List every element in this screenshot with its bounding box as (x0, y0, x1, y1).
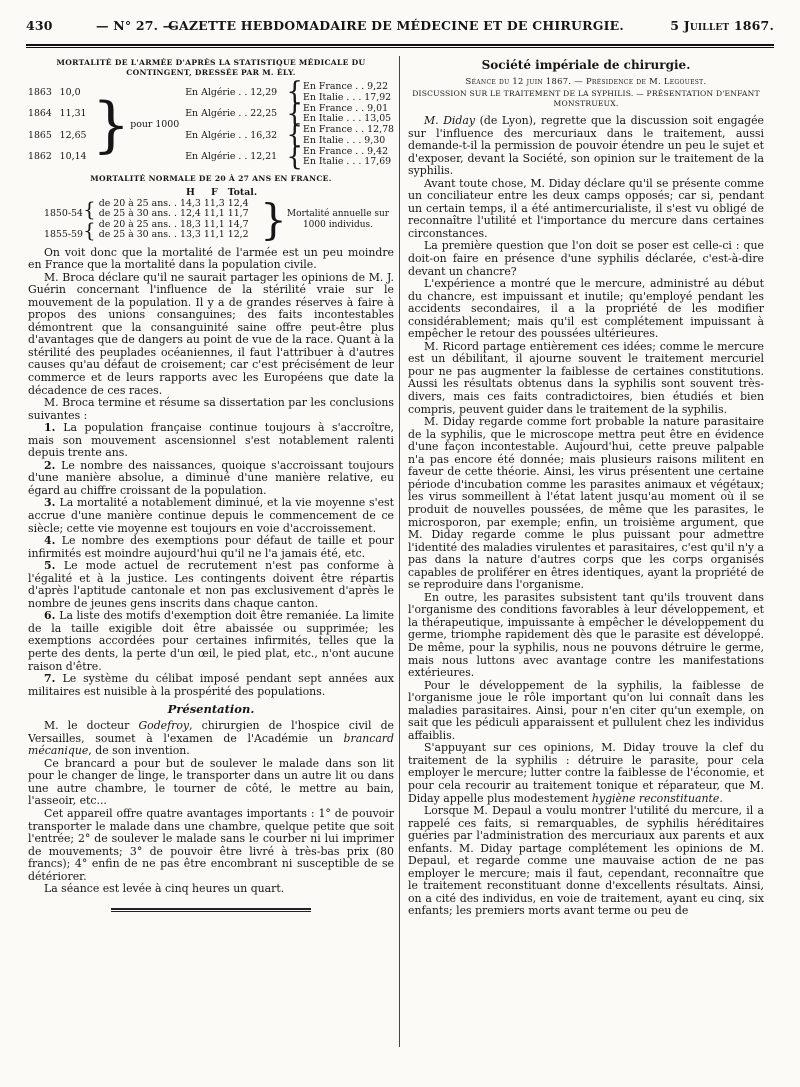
list-number: 5. (44, 559, 64, 573)
algeria-cell: En Algérie . . 16,32 (185, 129, 278, 141)
list-number: 1. (44, 421, 64, 435)
conclusions-list (28, 422, 394, 698)
note-text (287, 209, 389, 231)
note-line: 1000 individus. (302, 219, 374, 230)
paragraph (28, 720, 394, 758)
list-item (28, 535, 394, 560)
paragraph: La première question que l'on doit se poser est celle-ci : que doit-on faire en présence d'une syphilis déclarée, c'est-à-dire devant un chancre? (408, 239, 764, 278)
female-cell: 11,3 (203, 197, 225, 209)
table1-title: MORTALITÉ DE L'ARMÉE D'APRÈS LA STATISTIQUE MÉDICALE DU CONTINGENT, DRESSÉE PAR M. ÉLY. (56, 58, 366, 77)
list-text: Le système du célibat imposé pendant sept années aux militaires est nuisible à la prospérité des populations. (28, 672, 394, 698)
list-text: Le nombre des exemptions pour défaut de taille et pour infirmités est moindre aujourd'hui qu'il ne l'a jamais été, etc. (28, 534, 394, 560)
paragraph: Avant toute chose, M. Diday déclare qu'il se présente comme un conciliateur entre les deux camps opposés; car si, pendant un certain temps, il a été antimercurialiste, il s'est vu obligé de reconnaître l'utilité et l'importance du mercure dans certaines circonstances. (408, 176, 764, 240)
italy-value: En Italie . . . 9,30 (302, 134, 386, 146)
france-italy-cell (303, 104, 394, 126)
list-item (28, 460, 394, 498)
running-head (26, 18, 774, 40)
italy-value: En Italie . . . 17,69 (302, 156, 392, 168)
header-rule (26, 44, 774, 48)
italy-value: En Italie . . . 17,92 (302, 91, 392, 103)
person-name: M. Diday (424, 114, 476, 127)
text-run: , de son invention. (88, 744, 190, 758)
paragraph: Cet appareil offre quatre avantages importants : 1° de pouvoir transporter le malade dans une chambre, quelque petite que soit l'entrée; 2° de soulever le malade sans le courber ni lui imprimer de mouvements; 3° de pouvoir être livré à très-bas prix (80 francs); 4° enfin de ne pas être encombrant ni susceptible de se détériorer. (28, 807, 394, 883)
age-cell: de 25 à 30 ans. . (98, 208, 177, 219)
age-cell: de 20 à 25 ans. . (98, 197, 177, 209)
table-row (28, 104, 394, 126)
year-cell: 1864 (28, 108, 52, 119)
paragraph: M. Ricord partage entièrement ces idées; comme le mercure est un débilitant, il ajourne souvent le traitement mercuriel pour ne pas augmenter la faiblesse de certaines constitutions. Aussi les résultats obtenus dans la syphilis sont souvent très-divers, mais ces faits contradictoires, bien étudiés et bien compris, peuvent guider dans le traitement de la syphilis. (408, 339, 764, 416)
table-header-row (44, 188, 392, 199)
list-text: La liste des motifs d'exemption doit être remaniée. La limite de la taille exigible doit être abaissée ou supprimée; les exemptions accordées pour certaines infirmités, telles que la perte des dents, la perte d'un œil, le pied plat, etc., n'ont aucune raison d'être. (28, 609, 394, 673)
female-cell: 11,1 (203, 229, 225, 240)
brace-icon: } (260, 194, 287, 244)
paragraph: M. Broca termine et résume sa dissertation par les conclusions suivantes : (28, 396, 394, 422)
army-mortality-table (28, 77, 394, 172)
paragraph: Lorsque M. Depaul a voulu montrer l'utilité du mercure, il a rappelé ces faits, si remarquables, de syphilis héréditaires guéries par l'administration des mercuriaux aux parents et aux enfants. M. Diday partage complétement les opinions de M. Depaul, et regarde comme une mauvaise action de ne pas employer le mercure; mais il faut, cependant, reconnaître que le traitement reconstituant donne d'excellents résultats. Ainsi, on a cité des individus, en voie de traitement, ayant eu cinq, six enfants; les premiers morts avant terme ou peu de (408, 804, 764, 918)
total-cell: 11,7 (227, 208, 249, 219)
period-label: 1850-54 (44, 207, 83, 219)
male-cell: 18,3 (180, 218, 201, 230)
total-cell: 14,7 (227, 218, 249, 230)
total-cell: 12,2 (227, 229, 249, 240)
year-cell: 1862 (28, 151, 52, 162)
column-header: H (186, 187, 195, 198)
period-cell (44, 196, 99, 221)
algeria-cell: En Algérie . . 12,21 (185, 151, 278, 162)
brace-icon: } (92, 90, 131, 160)
france-italy-cell (303, 82, 394, 104)
list-text: La population française continue toujours à s'accroître, mais son mouvement ascensionnel s'est notablement ralenti depuis trente ans. (28, 421, 394, 460)
value-cell: 10,0 (59, 86, 81, 98)
column-divider (399, 56, 400, 1047)
brace-group (92, 90, 180, 160)
session-subject: DISCUSSION SUR LE TRAITEMENT DE LA SYPHILIS. — PRÉSENTATION D'ENFANT MONSTRUEUX. (412, 89, 760, 108)
list-text: Le nombre des naissances, quoique s'accroissant toujours d'une manière absolue, a diminué d'une manière relative, eu égard au chiffre croissant de la population. (28, 458, 394, 497)
text-run: . (719, 791, 723, 805)
value-cell: 11,31 (59, 108, 87, 119)
table-row (28, 147, 394, 169)
page-number: 430 (26, 18, 53, 33)
age-cell: de 20 à 25 ans. . (98, 218, 177, 230)
table-row (28, 82, 394, 104)
column-header: F (210, 187, 218, 198)
brace-icon: { (82, 196, 96, 221)
france-value: En France . . 9,01 (302, 102, 389, 114)
age-cell: de 25 à 30 ans. . (98, 229, 177, 240)
society-title: Société impériale de chirurgie. (481, 58, 691, 72)
paragraph: L'expérience a montré que le mercure, administré au début du chancre, est impuissant et inutile; qu'employé pendant les accidents secondaires, il a la propriété de les modifier considérablement; mais qu'il est complétement impuissant à empêcher le retour des poussées ultérieures. (408, 277, 764, 341)
list-item (28, 610, 394, 673)
brace-icon: { (286, 141, 303, 172)
paragraph: On voit donc que la mortalité de l'armée est un peu moindre en France que la mortalité dans la population civile. (28, 245, 394, 272)
journal-title: GAZETTE HEBDOMADAIRE DE MÉDECINE ET DE CHIRURGIE. (168, 18, 624, 33)
header-spacer (99, 188, 180, 199)
table-row (28, 125, 394, 147)
female-cell: 11,1 (203, 218, 225, 230)
list-item (28, 497, 394, 535)
person-name: Godefroy (138, 719, 190, 733)
brace-icon: { (286, 77, 303, 107)
session-line: Séance du 12 juin 1867. — Présidence de M. Legouest. (465, 76, 707, 86)
list-text: Le mode actuel de recrutement n'est pas conforme à l'égalité et à la justice. Les contingents doivent être répartis d'après l'aptitude cantonale et non pas exclusivement d'après le nombre de jeunes gens inscrits dans chaque canton. (28, 559, 394, 610)
section-title: Présentation. (167, 702, 255, 717)
paragraph (408, 115, 764, 178)
period-label: 1855-59 (44, 228, 83, 240)
list-number: 2. (44, 458, 62, 472)
value-cell: 12,65 (59, 129, 87, 141)
paragraph: En outre, les parasites subsistent tant qu'ils trouvent dans l'organisme des conditions favorables à leur développement, et la thérapeutique, impuissante à empêcher le développement du germe, triomphe rapidement dès que le parasite est développé. De même, pour la syphilis, nous ne pouvons détruire le germe, mais nous luttons avec avantage contre les manifestations extérieures. (408, 590, 764, 680)
paragraph: La séance est levée à cinq heures un quart. (44, 882, 285, 896)
list-text: La mortalité a notablement diminué, et la vie moyenne s'est accrue d'une manière continue depuis le commencement de ce siècle; cette vie moyenne est toujours en voie d'accroissement. (28, 496, 394, 535)
left-column (28, 56, 394, 1067)
text-run: (de Lyon), regrette que la discussion soit engagée sur l'influence des mercuriaux dans le traitement, aussi demande-t-il la permission de pouvoir étendre un peu le sujet et d'exposer, devant la Société, son opinion sur le traitement de la syphilis. (408, 114, 764, 178)
france-italy-cell (303, 125, 394, 147)
female-cell: 11,1 (203, 208, 225, 219)
brace-icon: { (286, 98, 303, 129)
normal-mortality-table (44, 187, 392, 244)
note-line: Mortalité annuelle sur (286, 208, 390, 219)
paragraph: M. Diday regarde comme fort probable la nature parasitaire de la syphilis, que le microscope mettra peut être en évidence d'une façon incontestable. Aujourd'hui, cette preuve palpable n'a pas encore été donnée; mais plusieurs raisons militent en faveur de cette théorie. Ainsi, les virus présentent une certaine période d'incubation comme les parasites animaux et végétaux; les virus sommeillent à l'état latent jusqu'au moment où il se produit de nouvelles poussées, de même que les parasites, le microsporon, par exemple; enfin, un troisième argument, que M. Diday regarde comme le plus puissant pour admettre l'identité des maladies virulentes et parasitaires, c'est qu'il n'y a pas dans la nature d'autres corps que les corps organisés capables de proliférer en êtres identiques, ayant la propriété de se reproduire dans l'organisme. (408, 415, 764, 592)
brace-cell (286, 141, 303, 172)
table2-title: MORTALITÉ NORMALE DE 20 À 27 ANS EN FRANCE. (90, 174, 332, 183)
list-item (28, 673, 394, 698)
france-value: En France . . 9,22 (302, 81, 389, 93)
year-cell: 1865 (28, 129, 52, 141)
total-cell: 12,4 (227, 197, 249, 209)
algeria-cell: En Algérie . . 12,29 (185, 86, 278, 98)
france-value: En France . . 12,78 (302, 124, 394, 136)
brace-icon: { (82, 217, 96, 242)
end-rule (111, 908, 311, 912)
italy-value: En Italie . . . 13,05 (302, 113, 392, 125)
paragraph (408, 742, 764, 805)
brace-icon: { (286, 120, 303, 150)
paragraph: Ce brancard a pour but de soulever le malade dans son lit pour le changer de linge, le transporter dans un autre lit ou dans une autre chambre, le tourner de côté, le mettre au bain, l'asseoir, etc... (28, 756, 394, 808)
per-thousand-label: pour 1000 (130, 118, 180, 130)
note-group (260, 194, 390, 244)
period-cell (44, 217, 99, 242)
list-item (28, 422, 394, 460)
france-italy-cell (303, 147, 394, 169)
emphasis: hygiène reconstituante (591, 791, 720, 805)
male-cell: 12,4 (180, 208, 201, 219)
list-item (28, 560, 394, 610)
list-number: 3. (44, 496, 60, 510)
issue-date: 5 Juillet 1867. (670, 18, 774, 33)
issue-number: — N° 27. — (96, 18, 176, 33)
list-number: 4. (44, 534, 62, 548)
column-header: Total. (227, 187, 258, 198)
text-run: M. le docteur (44, 719, 139, 733)
list-number: 6. (44, 609, 60, 623)
year-cell: 1863 (28, 86, 52, 98)
france-value: En France . . 9,42 (302, 145, 389, 157)
note-cell (260, 194, 392, 244)
emphasis: brancard mécanique (28, 731, 394, 758)
text-run: , chirurgien de l'hospice civil de Versailles, soumet à l'examen de l'Académie un (28, 719, 394, 745)
paragraph: Pour le développement de la syphilis, la faiblesse de l'organisme joue le rôle important qu'on lui connaît dans les maladies parasitaires. Ainsi, pour n'en citer qu'un exemple, on sait que les pédiculi apparaissent et pullulent chez les individus affaiblis. (408, 678, 764, 742)
algeria-cell: En Algérie . . 22,25 (185, 108, 278, 119)
value-cell: 10,14 (59, 151, 87, 162)
paragraph: M. Broca déclare qu'il ne saurait partager les opinions de M. J. Guérin concernant l'influence de la stérilité vraie sur le mouvement de la population. Il y a de grandes réserves à faire à propos des unions consanguines; des faits incontestables démontrent que la consanguinité saine offre peut-être plus d'avantages que de dangers au point de vue de la race. Quant à la stérilité des peuplades océaniennes, il faut l'attribuer à d'autres causes qu'au défaut de croisement; car c'est précisément de leur commerce et de leurs rapports avec les Européens que date la décadence de ces races. (28, 270, 394, 397)
text-run: S'appuyant sur ces opinions, M. Diday trouve la clef du traitement de la syphilis : détruire le parasite, pour cela employer le mercure; lutter contre la faiblesse de l'économie, et pour cela recourir au traitement tonique et réparateur, que M. Diday appelle plus modestement (408, 741, 764, 805)
male-cell: 13,3 (180, 229, 201, 240)
per-thousand-cell (92, 82, 179, 168)
right-column (408, 56, 764, 1067)
list-number: 7. (44, 672, 63, 686)
male-cell: 14,3 (180, 197, 201, 209)
